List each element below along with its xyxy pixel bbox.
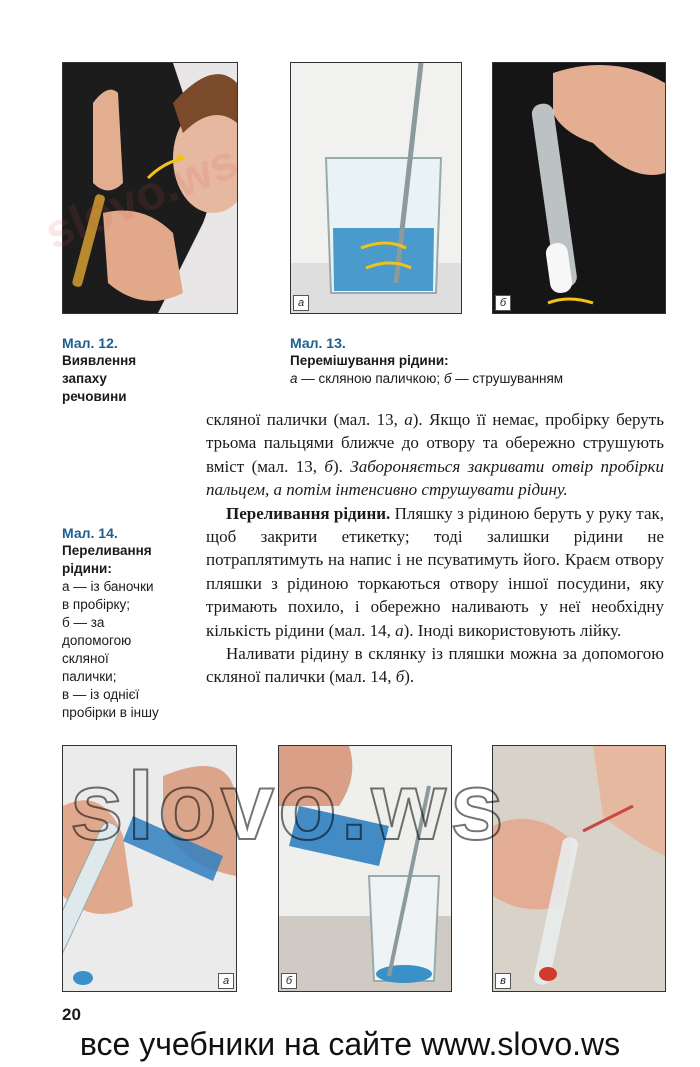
caption-text: — струшуванням xyxy=(451,371,564,386)
caption-fig13-heading: Перемішування рідини: xyxy=(290,353,449,368)
caption-line: речовини xyxy=(62,389,127,404)
photo-fig13b-shaking xyxy=(492,62,666,314)
text-run: скляної палички (мал. 13, xyxy=(206,410,405,429)
section-heading: Переливання рідини. xyxy=(226,503,391,523)
caption-fig14-title: Мал. 14. xyxy=(62,525,118,541)
caption-fig12-title: Мал. 12. xyxy=(62,335,118,351)
caption-line: Виявлення xyxy=(62,353,137,368)
caption-line: в — із однієї xyxy=(62,687,140,702)
caption-line: допомогою xyxy=(62,633,132,648)
text-run: ). xyxy=(332,456,351,476)
body-text xyxy=(206,408,664,689)
caption-line: рідини: xyxy=(62,561,112,576)
figure-label: б xyxy=(495,295,511,311)
figure-label: б xyxy=(281,973,297,989)
page-number: 20 xyxy=(62,1005,81,1024)
photo-fig14a-pouring-jar xyxy=(62,745,237,992)
paragraph-3 xyxy=(206,642,664,689)
photo-fig14b-pouring-rod xyxy=(278,745,452,992)
text-run: ). xyxy=(404,667,415,687)
figure-ref: б xyxy=(324,456,333,476)
figure-label: в xyxy=(495,973,511,989)
photo-fig12-smelling xyxy=(62,62,238,314)
text-run: ). Іноді використовують лійку. xyxy=(403,620,622,640)
caption-fig13-title: Мал. 13. xyxy=(290,335,346,351)
figure-ref: а xyxy=(404,410,413,429)
caption-line: а — із баночки xyxy=(62,579,154,594)
paragraph-1 xyxy=(206,408,664,502)
caption-line: Переливання xyxy=(62,543,152,558)
caption-line: в пробірку; xyxy=(62,597,131,612)
caption-ref-b: б xyxy=(443,371,452,386)
caption-line: палички; xyxy=(62,669,117,684)
paragraph-2 xyxy=(206,502,664,642)
caption-fig13-detail xyxy=(290,370,670,388)
figure-label: а xyxy=(293,295,309,311)
caption-line: запаху xyxy=(62,371,107,386)
text-run: Пляшку з рідиною беруть у руку так, щоб закрити етикетку; тоді залишки рідини не потраплятимуть на напис і не псуватимуть його. Краєм отвору пляшки з рідиною торкаються отвору іншої посудини, яку тримають похило, і обережно наливають у неї необхідну кількість рідини (мал. 14, xyxy=(206,503,665,640)
figure-ref: а xyxy=(395,620,404,640)
caption-fig13 xyxy=(290,334,670,388)
text-run: ). Якщо її немає, пробірку беруть трьома пальцями ближче до отвору та обережно струшують вміст (мал. 13, xyxy=(206,410,664,476)
photo-fig13a-stirring xyxy=(290,62,462,314)
caption-line: б — за xyxy=(62,615,105,630)
figure-ref: б xyxy=(395,667,405,687)
caption-fig14 xyxy=(62,524,197,722)
caption-ref-a: а xyxy=(290,371,298,386)
caption-line: пробірки в іншу xyxy=(62,705,159,720)
figure-label: а xyxy=(218,973,234,989)
text-run: Наливати рідину в склянку із пляшки можна за допомогою скляної палички (мал. 14, xyxy=(206,644,664,687)
footer-banner: все учебники на сайте www.slovo.ws xyxy=(79,1026,621,1062)
caption-text: — скляною паличкою; xyxy=(297,371,444,386)
caption-fig12 xyxy=(62,334,212,406)
caption-line: скляної xyxy=(62,651,109,666)
photo-fig14c-tube-to-tube xyxy=(492,745,666,992)
warning-text: Забороняється закривати отвір пробірки пальцем, а потім інтенсивно струшувати рідину. xyxy=(206,456,664,500)
